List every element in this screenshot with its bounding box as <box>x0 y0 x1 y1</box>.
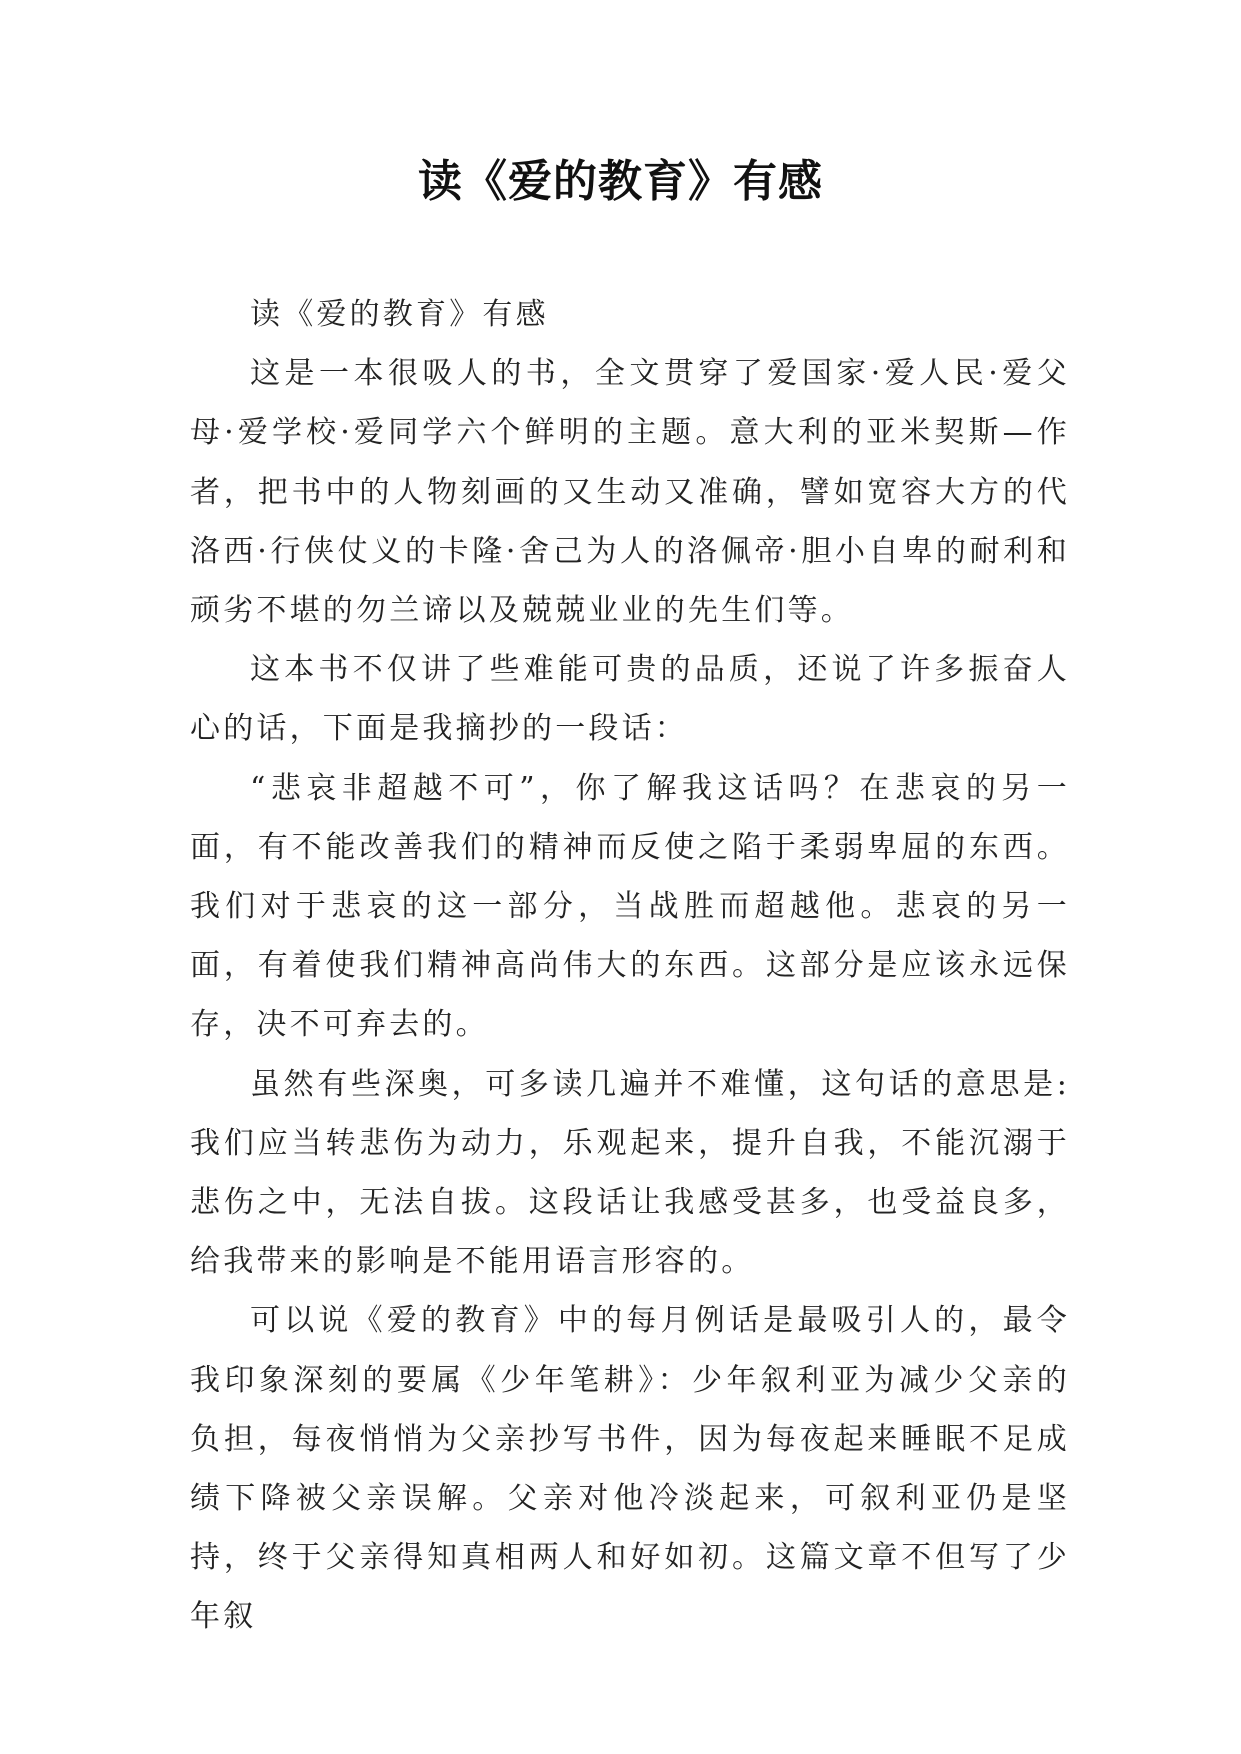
paragraph-heading: 读《爱的教育》有感 <box>250 297 549 332</box>
document-title: 读《爱的教育》有感 <box>418 156 823 207</box>
paragraph: 虽然有些深奥，可多读几遍并不难懂，这句话的意思是:我们应当转悲伤为动力，乐观起来，提升自我，不能沉溺于悲伤之中，无法自拔。这段话让我感受甚多，也受益良多，给我带来的影响是不能用语言形容的。 <box>190 1066 1070 1280</box>
document-body <box>190 285 1070 1647</box>
paragraph: 这本书不仅讲了些难能可贵的品质，还说了许多振奋人心的话，下面是我摘抄的一段话： <box>190 652 1070 747</box>
paragraph: 这是一本很吸人的书，全文贯穿了爱国家·爱人民·爱父母·爱学校·爱同学六个鲜明的主题。意大利的亚米契斯—作者，把书中的人物刻画的又生动又准确，譬如宽容大方的代洛西·行侠仗义的卡隆·舍己为人的洛佩帝·胆小自卑的耐利和顽劣不堪的勿兰谛以及兢兢业业的先生们等。 <box>190 356 1070 629</box>
paragraph: 可以说《爱的教育》中的每月例话是最吸引人的，最令我印象深刻的要属《少年笔耕》：少年叙利亚为减少父亲的负担，每夜悄悄为父亲抄写书件，因为每夜起来睡眠不足成绩下降被父亲误解。父亲对他冷淡起来，可叙利亚仍是坚持，终于父亲得知真相两人和好如初。这篇文章不但写了少年叙 <box>190 1303 1070 1635</box>
quote-paragraph: “悲哀非超越不可”，你了解我这话吗？在悲哀的另一面，有不能改善我们的精神而反使之陷于柔弱卑屈的东西。我们对于悲哀的这一部分，当战胜而超越他。悲哀的另一面，有着使我们精神高尚伟大的东西。这部分是应该永远保存，决不可弃去的。 <box>190 770 1070 1043</box>
